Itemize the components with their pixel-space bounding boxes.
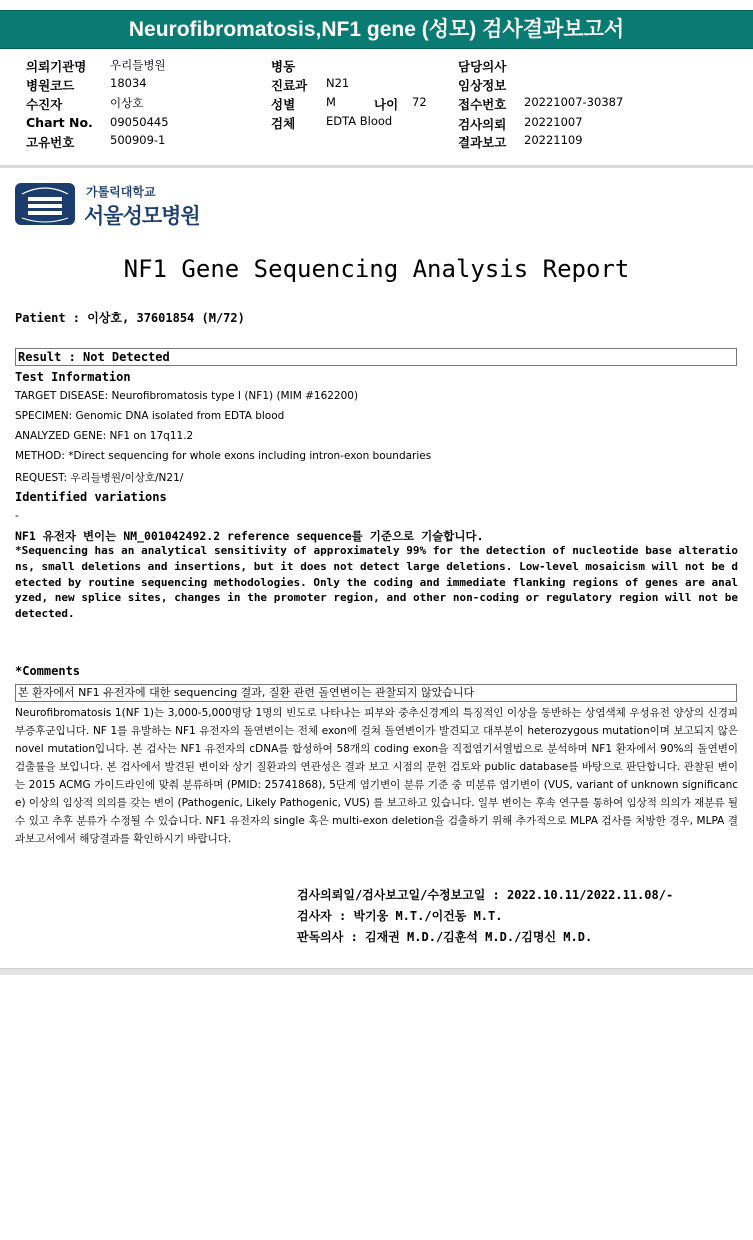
header-value: 09050445 xyxy=(110,115,169,129)
comment-body: Neurofibromatosis 1(NF 1)는 3,000-5,000명당 1명의 빈도로 나타나는 피부와 중추신경계의 특징적인 이상을 동반하는 상염색체 우성유전 양상의 신경피부증후군입니다. NF 1를 유발하는 NF1 유전자의 돌연변이는 전체 exon에 걸쳐 돌연변이가 발견되고 대부분이 heterozygous mutation이며 보고되지 않은 novel mutation입니다. 본 검사는 NF1 유전자의 cDNA를 합성하여 58개의 coding exon을 직접염기서열법으로 분석하며 NF1 환자에서 90%의 돌연변이 검출률을 보입니다. 본 검사에서 발견된 변이와 상기 질환과의 연관성은 결과 보고 시점의 문헌 검토와 public database를 바탕으로 판단합니다. 관찰된 변이는 2015 ACMG 가이드라인에 맞춰 분류하며 (PMID: 25741868), 5단계 염기변이 분류 기준 중 미분류 염기변이 (VUS, variant of unknown significance) 이상의 임상적 의의를 갖는 변이 (Pathogenic, Likely Pathogenic, VUS) 를 보고하고 있습니다. 일부 변이는 후속 연구를 통하여 임상적 의의가 재분류 될 수 있고 추후 분류가 수정될 수 있습니다. NF1 유전자의 single 혹은 multi-exon deletion을 검출하기 위해 추가적으로 MLPA 검사를 처방한 경우, MLPA 결과보고서에서 해당결과를 확인하시기 바랍니다. xyxy=(15,707,738,845)
header-label: 나이 xyxy=(374,97,399,112)
test-info-line: ANALYZED GENE: NF1 on 17q11.2 xyxy=(15,430,194,442)
header-value: 이상호 xyxy=(110,96,144,110)
logo-university-name: 가톨릭대학교 xyxy=(86,185,156,199)
identified-variations-heading: Identified variations xyxy=(15,490,167,504)
comment-summary-box: 본 환자에서 NF1 유전자에 대한 sequencing 결과, 질환 관련 돌연변이는 관찰되지 않았습니다 xyxy=(15,684,737,702)
reference-note: NF1 유전자 변이는 NM_001042492.2 reference sequence를 기준으로 기술합니다. xyxy=(15,529,484,543)
header-label: 성별 xyxy=(271,97,296,112)
logo-hospital-name: 서울성모병원 xyxy=(84,204,200,228)
catholic-emblem-icon xyxy=(14,180,76,228)
header-value: 20221007-30387 xyxy=(524,95,624,109)
patient-line: Patient : 이상호, 37601854 (M/72) xyxy=(15,311,245,325)
header-divider xyxy=(0,165,753,168)
sensitivity-note: *Sequencing has an analytical sensitivity of approximately 99% for the detection of nucleotide base alterations, small deletions and insertions, but it does not detect large deletions. Low-level mosaicism will not be detected by routine sequencing methodologies. Only the coding and immediate flanking regions of genes are analyzed, new splice sites, changes in the promoter region, and other non-coding or regulatory region will not be detected. xyxy=(15,544,738,621)
comments-heading: *Comments xyxy=(15,664,81,678)
header-value: 72 xyxy=(412,95,427,109)
identified-variations-value: - xyxy=(15,510,19,522)
header-label: 검체 xyxy=(271,116,296,131)
patient-header xyxy=(0,48,753,166)
header-value: M xyxy=(326,95,336,109)
test-info-line: SPECIMEN: Genomic DNA isolated from EDTA blood xyxy=(15,410,285,422)
header-label: 진료과 xyxy=(271,78,308,93)
header-label: 결과보고 xyxy=(458,135,507,150)
report-heading: NF1 Gene Sequencing Analysis Report xyxy=(123,255,630,283)
header-value: N21 xyxy=(326,76,350,90)
hospital-logo xyxy=(14,180,200,232)
header-label: 접수번호 xyxy=(458,97,507,112)
test-info-line: REQUEST: 우리들병원/이상호/N21/ xyxy=(15,472,184,484)
header-label: 수진자 xyxy=(26,97,63,112)
result-box: Result : Not Detected xyxy=(15,348,737,366)
test-information-heading: Test Information xyxy=(15,370,131,384)
header-label: 의뢰기관명 xyxy=(26,59,87,74)
header-value: 20221007 xyxy=(524,115,583,129)
header-value: EDTA Blood xyxy=(326,114,393,128)
report-dates: 검사의뢰일/검사보고일/수정보고일 : 2022.10.11/2022.11.08/- xyxy=(297,888,674,902)
header-value: 우리들병원 xyxy=(110,58,166,72)
header-value: 500909-1 xyxy=(110,133,166,147)
header-label: 담당의사 xyxy=(458,59,507,74)
header-value: 20221109 xyxy=(524,133,583,147)
header-value: 18034 xyxy=(110,76,147,90)
reading-physicians: 판독의사 : 김재권 M.D./김훈석 M.D./김명신 M.D. xyxy=(297,930,593,944)
header-label: 고유번호 xyxy=(26,135,75,150)
report-title-bar: Neurofibromatosis,NF1 gene (성모) 검사결과보고서 xyxy=(0,10,753,49)
test-info-line: TARGET DISEASE: Neurofibromatosis type I (NF1) (MIM #162200) xyxy=(15,390,359,402)
examiners: 검사자 : 박기웅 M.T./이건동 M.T. xyxy=(297,909,503,923)
header-label: 임상정보 xyxy=(458,78,507,93)
footer-divider xyxy=(0,968,753,975)
header-label: 병원코드 xyxy=(26,78,75,93)
test-info-line: METHOD: *Direct sequencing for whole exons including intron-exon boundaries xyxy=(15,450,432,462)
header-label: 병동 xyxy=(271,59,296,74)
header-label: Chart No. xyxy=(26,115,93,130)
header-label: 검사의뢰 xyxy=(458,117,507,132)
